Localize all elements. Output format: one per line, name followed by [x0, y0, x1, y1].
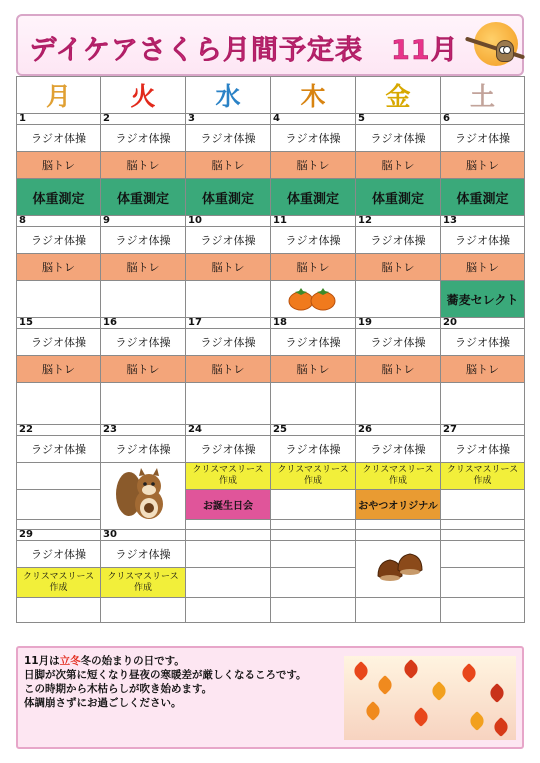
footer-text: [24, 654, 344, 710]
radio-exercise-cell: ラジオ体操: [356, 329, 441, 356]
empty-cell: [17, 598, 101, 623]
weekday-wed: 水: [186, 77, 271, 114]
weight-check-cell: 体重測定: [271, 179, 356, 216]
date-cell: 1: [17, 114, 101, 125]
radio-exercise-cell: ラジオ体操: [271, 329, 356, 356]
week5-spacer-row: [17, 598, 525, 623]
title-banner: [16, 14, 524, 76]
date-cell: [356, 530, 441, 541]
radio-exercise-cell: ラジオ体操: [271, 125, 356, 152]
brain-training-cell: 脳トレ: [186, 254, 271, 281]
empty-cell: [17, 520, 101, 530]
week4-date-row: [17, 425, 525, 436]
week1-brain-row: [17, 152, 525, 179]
empty-cell: [271, 383, 356, 425]
weight-check-cell: 体重測定: [17, 179, 101, 216]
empty-cell: [441, 598, 525, 623]
week4-event-row: [17, 490, 525, 520]
date-cell: 9: [101, 216, 186, 227]
brain-training-cell: 脳トレ: [17, 356, 101, 383]
brain-training-cell: 脳トレ: [356, 152, 441, 179]
brain-training-cell: 脳トレ: [17, 254, 101, 281]
radio-exercise-cell: ラジオ体操: [186, 436, 271, 463]
empty-cell: [441, 541, 525, 568]
empty-cell: [17, 281, 101, 318]
date-cell: [271, 530, 356, 541]
empty-cell: [186, 520, 271, 530]
week1-weight-row: [17, 179, 525, 216]
date-cell: 10: [186, 216, 271, 227]
brain-training-cell: 脳トレ: [441, 254, 525, 281]
xmas-wreath-cell: クリスマスリース 作成: [101, 568, 186, 598]
empty-cell: [441, 490, 525, 520]
weekday-sat: 土: [441, 77, 525, 114]
week1-radio-row: [17, 125, 525, 152]
squirrel-icon: [113, 464, 173, 526]
weight-check-cell: 体重測定: [186, 179, 271, 216]
radio-exercise-cell: ラジオ体操: [441, 329, 525, 356]
radio-exercise-cell: ラジオ体操: [356, 125, 441, 152]
calendar-table: [16, 76, 525, 623]
persimmon-cell: [271, 281, 356, 318]
date-cell: 6: [441, 114, 525, 125]
date-cell: 24: [186, 425, 271, 436]
radio-exercise-cell: ラジオ体操: [101, 541, 186, 568]
date-cell: 8: [17, 216, 101, 227]
radio-exercise-cell: ラジオ体操: [356, 227, 441, 254]
weekday-header-row: [17, 77, 525, 114]
empty-cell: [271, 598, 356, 623]
radio-exercise-cell: ラジオ体操: [356, 436, 441, 463]
week2-radio-row: [17, 227, 525, 254]
radio-exercise-cell: ラジオ体操: [101, 125, 186, 152]
footer-note: [16, 646, 524, 749]
date-cell: 20: [441, 318, 525, 329]
chestnut-icon: [368, 546, 428, 590]
xmas-wreath-cell: クリスマスリース 作成: [17, 568, 101, 598]
empty-cell: [186, 383, 271, 425]
empty-cell: [356, 281, 441, 318]
xmas-wreath-cell: クリスマスリース 作成: [186, 463, 271, 490]
empty-cell: [271, 520, 356, 530]
brain-training-cell: 脳トレ: [271, 254, 356, 281]
brain-training-cell: 脳トレ: [441, 356, 525, 383]
week2-brain-row: [17, 254, 525, 281]
chestnut-cell: [356, 541, 441, 598]
date-cell: 25: [271, 425, 356, 436]
date-cell: 29: [17, 530, 101, 541]
empty-cell: [101, 598, 186, 623]
xmas-wreath-cell: クリスマスリース 作成: [441, 463, 525, 490]
week3-radio-row: [17, 329, 525, 356]
xmas-wreath-cell: クリスマスリース 作成: [271, 463, 356, 490]
radio-exercise-cell: ラジオ体操: [441, 125, 525, 152]
persimmon-icon: [283, 282, 343, 312]
owl-icon: [496, 40, 514, 62]
weekday-tue: 火: [101, 77, 186, 114]
empty-cell: [186, 281, 271, 318]
date-cell: 17: [186, 318, 271, 329]
weight-check-cell: 体重測定: [101, 179, 186, 216]
radio-exercise-cell: ラジオ体操: [17, 329, 101, 356]
brain-training-cell: 脳トレ: [441, 152, 525, 179]
footer-line-1: 11月は立冬冬の始まりの日です。: [24, 655, 185, 667]
date-cell: 5: [356, 114, 441, 125]
week3-brain-row: [17, 356, 525, 383]
brain-training-cell: 脳トレ: [271, 356, 356, 383]
radio-exercise-cell: ラジオ体操: [271, 227, 356, 254]
brain-training-cell: 脳トレ: [356, 254, 441, 281]
soba-select-cell: 蕎麦セレクト: [441, 281, 525, 318]
empty-cell: [356, 598, 441, 623]
date-cell: 19: [356, 318, 441, 329]
date-cell: 13: [441, 216, 525, 227]
date-cell: [441, 530, 525, 541]
highlight-ritto: 立冬: [59, 655, 81, 667]
date-cell: 30: [101, 530, 186, 541]
empty-cell: [356, 520, 441, 530]
empty-cell: [271, 490, 356, 520]
week5-radio-row: [17, 541, 525, 568]
radio-exercise-cell: ラジオ体操: [441, 227, 525, 254]
radio-exercise-cell: ラジオ体操: [101, 227, 186, 254]
date-cell: 12: [356, 216, 441, 227]
radio-exercise-cell: ラジオ体操: [186, 227, 271, 254]
empty-cell: [441, 568, 525, 598]
radio-exercise-cell: ラジオ体操: [17, 125, 101, 152]
squirrel-cell: [101, 463, 186, 530]
empty-cell: [17, 383, 101, 425]
week4-xmas-row: [17, 463, 525, 490]
page-title: デイケアさくら月間予定表 11月: [29, 35, 459, 66]
date-cell: 16: [101, 318, 186, 329]
snack-original-cell: おやつオリジナル: [356, 490, 441, 520]
week4-radio-row: [17, 436, 525, 463]
radio-exercise-cell: ラジオ体操: [17, 227, 101, 254]
radio-exercise-cell: ラジオ体操: [17, 541, 101, 568]
empty-cell: [271, 541, 356, 568]
empty-cell: [101, 383, 186, 425]
empty-cell: [186, 541, 271, 568]
empty-cell: [17, 490, 101, 520]
week3-date-row: [17, 318, 525, 329]
radio-exercise-cell: ラジオ体操: [17, 436, 101, 463]
brain-training-cell: 脳トレ: [356, 356, 441, 383]
date-cell: 18: [271, 318, 356, 329]
empty-cell: [186, 568, 271, 598]
empty-cell: [356, 383, 441, 425]
radio-exercise-cell: ラジオ体操: [271, 436, 356, 463]
weight-check-cell: 体重測定: [441, 179, 525, 216]
radio-exercise-cell: ラジオ体操: [101, 436, 186, 463]
empty-cell: [441, 383, 525, 425]
date-cell: [186, 530, 271, 541]
week2-event-row: [17, 281, 525, 318]
radio-exercise-cell: ラジオ体操: [101, 329, 186, 356]
brain-training-cell: 脳トレ: [101, 254, 186, 281]
footer-line-2: 日脚が次第に短くなり昼夜の寒暖差が厳しくなるころです。: [24, 669, 307, 681]
week1-date-row: [17, 114, 525, 125]
weekday-mon: 月: [17, 77, 101, 114]
weight-check-cell: 体重測定: [356, 179, 441, 216]
date-cell: 2: [101, 114, 186, 125]
radio-exercise-cell: ラジオ体操: [186, 125, 271, 152]
radio-exercise-cell: ラジオ体操: [441, 436, 525, 463]
weekday-fri: 金: [356, 77, 441, 114]
week4-spacer-row: [17, 520, 525, 530]
date-cell: 23: [101, 425, 186, 436]
week5-date-row: [17, 530, 525, 541]
radio-exercise-cell: ラジオ体操: [186, 329, 271, 356]
brain-training-cell: 脳トレ: [101, 152, 186, 179]
brain-training-cell: 脳トレ: [186, 152, 271, 179]
brain-training-cell: 脳トレ: [17, 152, 101, 179]
date-cell: 26: [356, 425, 441, 436]
date-cell: 22: [17, 425, 101, 436]
xmas-wreath-cell: クリスマスリース 作成: [356, 463, 441, 490]
date-cell: 15: [17, 318, 101, 329]
brain-training-cell: 脳トレ: [186, 356, 271, 383]
date-cell: 27: [441, 425, 525, 436]
empty-cell: [101, 281, 186, 318]
footer-line-3: この時期から木枯らしが吹き始めます。: [24, 683, 213, 695]
date-cell: 3: [186, 114, 271, 125]
date-cell: 4: [271, 114, 356, 125]
week2-date-row: [17, 216, 525, 227]
date-cell: 11: [271, 216, 356, 227]
autumn-leaves-image: [344, 656, 516, 740]
brain-training-cell: 脳トレ: [271, 152, 356, 179]
weekday-thu: 木: [271, 77, 356, 114]
week3-empty-row: [17, 383, 525, 425]
empty-cell: [441, 520, 525, 530]
empty-cell: [17, 463, 101, 490]
birthday-party-cell: お誕生日会: [186, 490, 271, 520]
empty-cell: [186, 598, 271, 623]
empty-cell: [271, 568, 356, 598]
brain-training-cell: 脳トレ: [101, 356, 186, 383]
schedule-sheet: [6, 6, 534, 757]
footer-line-4: 体調崩さずにお過ごしください。: [24, 697, 182, 709]
week5-xmas-row: [17, 568, 525, 598]
